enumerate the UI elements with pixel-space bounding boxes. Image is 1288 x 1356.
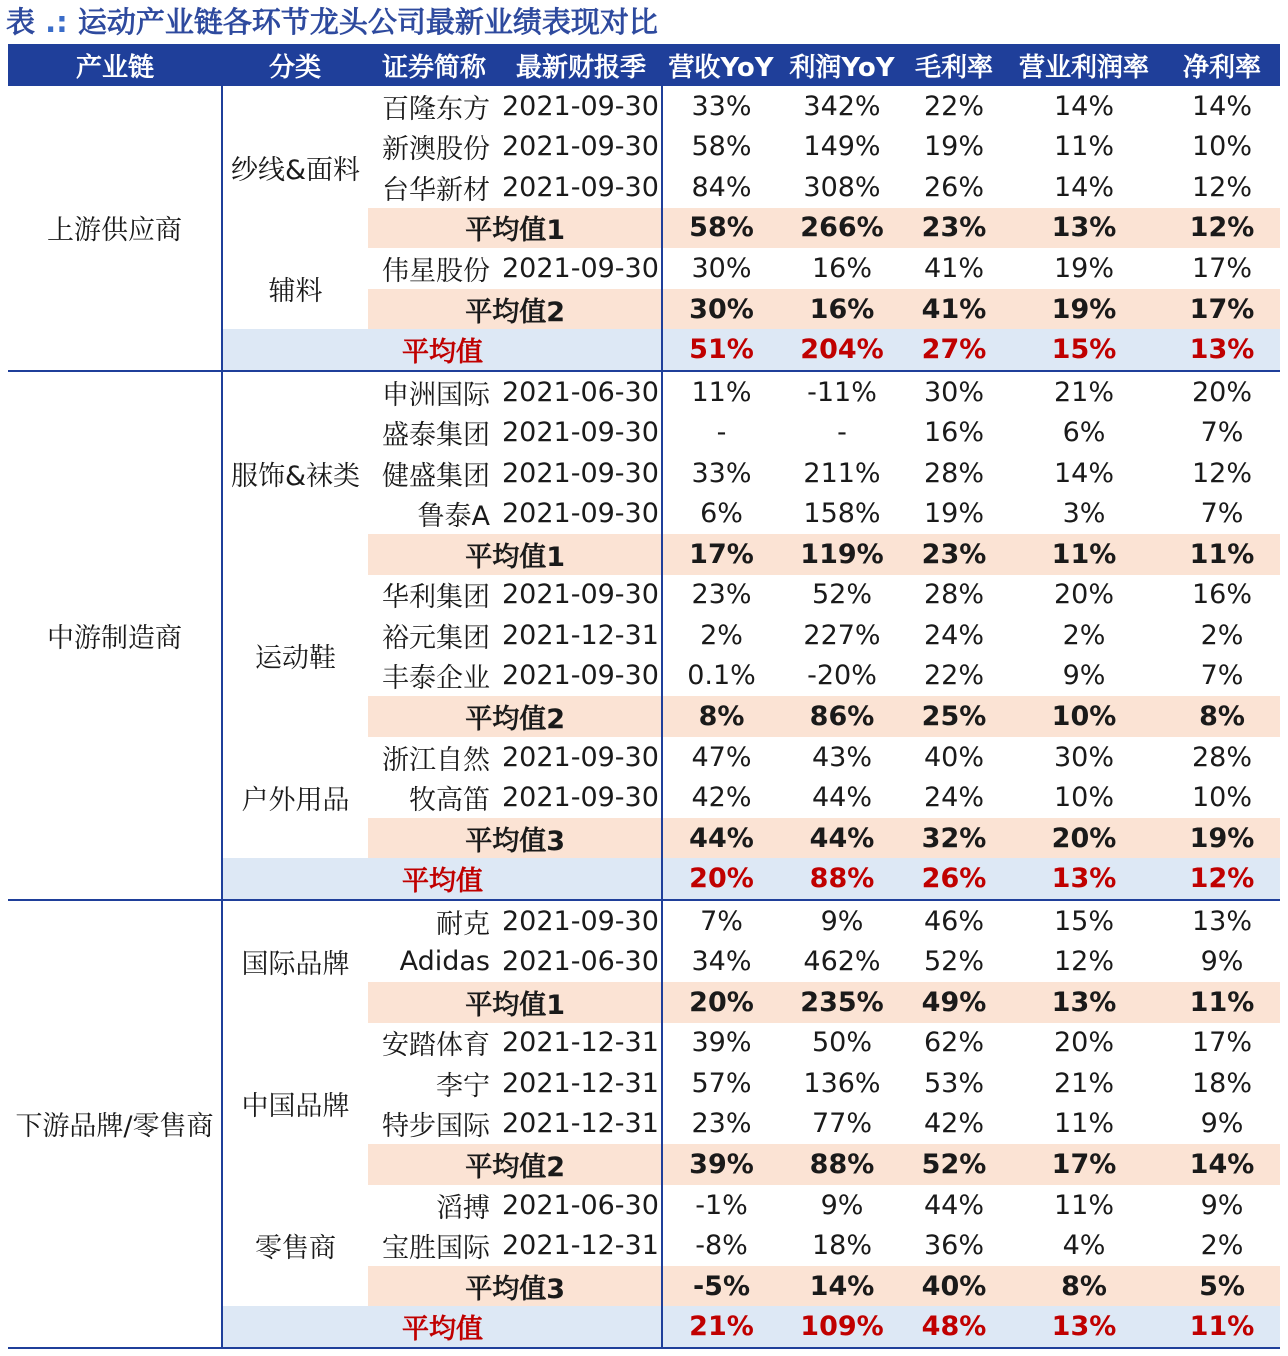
profit-yoy: 16%	[811, 252, 872, 284]
subtotal-operating-margin: 17%	[1004, 1144, 1164, 1185]
gross-margin: 22%	[923, 660, 984, 692]
operating-margin: 11%	[1053, 131, 1114, 163]
subtotal-profit-yoy: 235%	[780, 982, 904, 1023]
net-margin: 14%	[1191, 90, 1252, 122]
operating-margin: 19%	[1053, 252, 1114, 284]
revenue-yoy: 0.1%	[687, 660, 756, 692]
gross-margin: 41%	[923, 252, 984, 284]
group-total-revenue-yoy: 51%	[662, 329, 780, 371]
header-row	[8, 44, 1280, 86]
category-cell: 服饰&袜类	[230, 460, 361, 492]
group-total-net-margin: 12%	[1164, 858, 1280, 900]
header-operating-margin: 营业利润率	[1004, 44, 1164, 86]
revenue-yoy: 33%	[691, 90, 752, 122]
net-margin: 9%	[1200, 1108, 1244, 1140]
profit-yoy: 158%	[803, 498, 881, 530]
gross-margin: 24%	[923, 782, 984, 814]
operating-margin: 6%	[1062, 417, 1106, 449]
subtotal-gross-margin: 23%	[904, 208, 1004, 249]
net-margin: 9%	[1200, 946, 1244, 978]
category-cell: 辅料	[268, 276, 323, 308]
group-total-label: 平均值	[222, 329, 662, 371]
category-cell: 纱线&面料	[230, 154, 361, 186]
report-date: 2021-09-30	[500, 127, 662, 168]
profit-yoy: 9%	[820, 1189, 864, 1221]
header-revenue-yoy: 营收YoY	[662, 44, 780, 86]
report-date: 2021-06-30	[500, 1185, 662, 1226]
subtotal-gross-margin: 49%	[904, 982, 1004, 1023]
group-total-gross-margin: 48%	[904, 1306, 1004, 1348]
revenue-yoy: 47%	[691, 741, 752, 773]
revenue-yoy: 58%	[691, 131, 752, 163]
category-cell: 运动鞋	[255, 643, 336, 675]
header-name: 证券简称	[368, 44, 500, 86]
group-total-label: 平均值	[222, 858, 662, 900]
operating-margin: 15%	[1053, 905, 1114, 937]
profit-yoy: 211%	[803, 457, 881, 489]
net-margin: 7%	[1200, 417, 1244, 449]
group-total-net-margin: 11%	[1164, 1306, 1280, 1348]
gross-margin: 62%	[923, 1027, 984, 1059]
profit-yoy: -20%	[807, 660, 877, 692]
operating-margin: 10%	[1053, 782, 1114, 814]
company-name: 健盛集团	[382, 460, 490, 492]
profit-yoy: 9%	[820, 905, 864, 937]
operating-margin: 9%	[1062, 660, 1106, 692]
operating-margin: 20%	[1053, 579, 1114, 611]
net-margin: 10%	[1191, 131, 1252, 163]
gross-margin: 28%	[923, 579, 984, 611]
operating-margin: 11%	[1053, 1189, 1114, 1221]
operating-margin: 11%	[1053, 1108, 1114, 1140]
operating-margin: 14%	[1053, 90, 1114, 122]
gross-margin: 26%	[923, 171, 984, 203]
header-category: 分类	[222, 44, 368, 86]
subtotal-net-margin: 11%	[1164, 982, 1280, 1023]
revenue-yoy: -1%	[695, 1189, 748, 1221]
gross-margin: 28%	[923, 457, 984, 489]
performance-table	[8, 44, 1280, 1349]
operating-margin: 20%	[1053, 1027, 1114, 1059]
subtotal-revenue-yoy: 39%	[662, 1144, 780, 1185]
gross-margin: 16%	[923, 417, 984, 449]
operating-margin: 14%	[1053, 457, 1114, 489]
subtotal-gross-margin: 25%	[904, 696, 1004, 737]
company-name: 华利集团	[382, 582, 490, 614]
subtotal-label: 平均值1	[368, 208, 662, 249]
subtotal-label: 平均值2	[368, 1144, 662, 1185]
subtotal-gross-margin: 23%	[904, 534, 1004, 575]
operating-margin: 12%	[1053, 946, 1114, 978]
subtotal-operating-margin: 8%	[1004, 1266, 1164, 1307]
group-total-profit-yoy: 88%	[780, 858, 904, 900]
net-margin: 7%	[1200, 660, 1244, 692]
operating-margin: 14%	[1053, 171, 1114, 203]
revenue-yoy: -	[716, 417, 727, 449]
company-name: 新澳股份	[382, 134, 490, 166]
subtotal-revenue-yoy: 44%	[662, 818, 780, 859]
group-total-profit-yoy: 109%	[780, 1306, 904, 1348]
net-margin: 2%	[1200, 1230, 1244, 1262]
header-profit-yoy: 利润YoY	[780, 44, 904, 86]
group-total-operating-margin: 13%	[1004, 1306, 1164, 1348]
operating-margin: 21%	[1053, 1067, 1114, 1099]
net-margin: 28%	[1191, 741, 1252, 773]
subtotal-profit-yoy: 266%	[780, 208, 904, 249]
company-name: 盛泰集团	[382, 420, 490, 452]
revenue-yoy: 30%	[691, 252, 752, 284]
category-cell: 户外用品	[241, 785, 350, 817]
group-total-revenue-yoy: 21%	[662, 1306, 780, 1348]
subtotal-label: 平均值2	[368, 696, 662, 737]
profit-yoy: 52%	[811, 579, 872, 611]
group-total-gross-margin: 26%	[904, 858, 1004, 900]
company-name: 丰泰企业	[382, 663, 490, 695]
gross-margin: 24%	[923, 619, 984, 651]
gross-margin: 44%	[923, 1189, 984, 1221]
company-name: 伟星股份	[382, 255, 490, 287]
company-name: 滔搏	[436, 1192, 490, 1224]
revenue-yoy: 33%	[691, 457, 752, 489]
operating-margin: 30%	[1053, 741, 1114, 773]
group-total-label: 平均值	[222, 1306, 662, 1348]
subtotal-profit-yoy: 16%	[780, 289, 904, 330]
operating-margin: 2%	[1062, 619, 1106, 651]
subtotal-gross-margin: 41%	[904, 289, 1004, 330]
subtotal-label: 平均值1	[368, 982, 662, 1023]
subtotal-operating-margin: 13%	[1004, 982, 1164, 1023]
header-chain: 产业链	[8, 44, 222, 86]
category-cell: 零售商	[255, 1233, 336, 1265]
gross-margin: 36%	[923, 1230, 984, 1262]
chain-cell: 下游品牌/零售商	[8, 900, 222, 1348]
company-name: 百隆东方	[382, 93, 490, 125]
report-date: 2021-09-30	[500, 86, 662, 127]
revenue-yoy: 84%	[691, 171, 752, 203]
profit-yoy: 43%	[811, 741, 872, 773]
category-cell: 国际品牌	[241, 949, 350, 981]
group-total-gross-margin: 27%	[904, 329, 1004, 371]
gross-margin: 19%	[923, 498, 984, 530]
subtotal-label: 平均值3	[368, 818, 662, 859]
profit-yoy: 462%	[803, 946, 881, 978]
net-margin: 20%	[1191, 376, 1252, 408]
revenue-yoy: 23%	[691, 579, 752, 611]
net-margin: 16%	[1191, 579, 1252, 611]
subtotal-profit-yoy: 119%	[780, 534, 904, 575]
company-name: 台华新材	[382, 174, 490, 206]
report-date: 2021-12-31	[500, 615, 662, 656]
company-name: 李宁	[436, 1070, 490, 1102]
subtotal-gross-margin: 52%	[904, 1144, 1004, 1185]
header-gross-margin: 毛利率	[904, 44, 1004, 86]
subtotal-gross-margin: 32%	[904, 818, 1004, 859]
revenue-yoy: 39%	[691, 1027, 752, 1059]
report-date: 2021-09-30	[500, 656, 662, 697]
company-name: 安踏体育	[382, 1030, 490, 1062]
net-margin: 2%	[1200, 619, 1244, 651]
table-title: 表 .: 运动产业链各环节龙头公司最新业绩表现对比	[6, 5, 658, 39]
header-net-margin: 净利率	[1164, 44, 1280, 86]
net-margin: 18%	[1191, 1067, 1252, 1099]
subtotal-label: 平均值2	[368, 289, 662, 330]
gross-margin: 53%	[923, 1067, 984, 1099]
revenue-yoy: 11%	[691, 376, 752, 408]
chain-cell: 上游供应商	[8, 86, 222, 371]
report-date: 2021-06-30	[500, 371, 662, 413]
report-date: 2021-09-30	[500, 453, 662, 494]
report-date: 2021-12-31	[500, 1063, 662, 1104]
profit-yoy: 50%	[811, 1027, 872, 1059]
table-row	[8, 371, 1280, 413]
gross-margin: 42%	[923, 1108, 984, 1140]
profit-yoy: 149%	[803, 131, 881, 163]
company-name: 牧高笛	[409, 785, 490, 817]
subtotal-revenue-yoy: 58%	[662, 208, 780, 249]
profit-yoy: 18%	[811, 1230, 872, 1262]
gross-margin: 40%	[923, 741, 984, 773]
gross-margin: 30%	[923, 376, 984, 408]
company-name: 鲁泰A	[417, 501, 490, 533]
revenue-yoy: 23%	[691, 1108, 752, 1140]
subtotal-profit-yoy: 44%	[780, 818, 904, 859]
company-name: 申洲国际	[382, 379, 490, 411]
group-total-net-margin: 13%	[1164, 329, 1280, 371]
subtotal-net-margin: 8%	[1164, 696, 1280, 737]
profit-yoy: 77%	[811, 1108, 872, 1140]
group-total-operating-margin: 13%	[1004, 858, 1164, 900]
revenue-yoy: 34%	[691, 946, 752, 978]
profit-yoy: 136%	[803, 1067, 881, 1099]
profit-yoy: 227%	[803, 619, 881, 651]
report-date: 2021-12-31	[500, 1023, 662, 1064]
report-date: 2021-09-30	[500, 900, 662, 942]
report-date: 2021-12-31	[500, 1104, 662, 1145]
gross-margin: 19%	[923, 131, 984, 163]
subtotal-net-margin: 11%	[1164, 534, 1280, 575]
subtotal-revenue-yoy: 17%	[662, 534, 780, 575]
report-date: 2021-09-30	[500, 248, 662, 289]
subtotal-net-margin: 17%	[1164, 289, 1280, 330]
net-margin: 12%	[1191, 457, 1252, 489]
subtotal-operating-margin: 20%	[1004, 818, 1164, 859]
report-date: 2021-06-30	[500, 941, 662, 982]
net-margin: 12%	[1191, 171, 1252, 203]
subtotal-revenue-yoy: 8%	[662, 696, 780, 737]
subtotal-operating-margin: 13%	[1004, 208, 1164, 249]
gross-margin: 22%	[923, 90, 984, 122]
subtotal-label: 平均值1	[368, 534, 662, 575]
group-total-revenue-yoy: 20%	[662, 858, 780, 900]
profit-yoy: -	[837, 417, 847, 449]
subtotal-net-margin: 19%	[1164, 818, 1280, 859]
revenue-yoy: -8%	[695, 1230, 748, 1262]
group-total-operating-margin: 15%	[1004, 329, 1164, 371]
revenue-yoy: 42%	[691, 782, 752, 814]
company-name: 特步国际	[382, 1111, 490, 1143]
operating-margin: 21%	[1053, 376, 1114, 408]
subtotal-revenue-yoy: 30%	[662, 289, 780, 330]
gross-margin: 52%	[923, 946, 984, 978]
report-date: 2021-09-30	[500, 493, 662, 534]
subtotal-net-margin: 12%	[1164, 208, 1280, 249]
report-date: 2021-09-30	[500, 575, 662, 616]
report-date: 2021-09-30	[500, 777, 662, 818]
profit-yoy: 342%	[803, 90, 881, 122]
report-date: 2021-12-31	[500, 1225, 662, 1266]
operating-margin: 3%	[1062, 498, 1106, 530]
report-date: 2021-09-30	[500, 737, 662, 778]
subtotal-profit-yoy: 86%	[780, 696, 904, 737]
net-margin: 17%	[1191, 1027, 1252, 1059]
report-date: 2021-09-30	[500, 167, 662, 208]
subtotal-operating-margin: 10%	[1004, 696, 1164, 737]
group-total-profit-yoy: 204%	[780, 329, 904, 371]
profit-yoy: 44%	[811, 782, 872, 814]
subtotal-net-margin: 5%	[1164, 1266, 1280, 1307]
subtotal-operating-margin: 19%	[1004, 289, 1164, 330]
category-cell: 中国品牌	[241, 1091, 350, 1123]
subtotal-net-margin: 14%	[1164, 1144, 1280, 1185]
subtotal-label: 平均值3	[368, 1266, 662, 1307]
subtotal-operating-margin: 11%	[1004, 534, 1164, 575]
gross-margin: 46%	[923, 905, 984, 937]
company-name: 裕元集团	[382, 622, 490, 654]
profit-yoy: 308%	[803, 171, 881, 203]
subtotal-profit-yoy: 88%	[780, 1144, 904, 1185]
company-name: 耐克	[436, 908, 490, 940]
net-margin: 9%	[1200, 1189, 1244, 1221]
header-report-date: 最新财报季	[500, 44, 662, 86]
report-date: 2021-09-30	[500, 412, 662, 453]
revenue-yoy: 7%	[700, 905, 743, 937]
subtotal-profit-yoy: 14%	[780, 1266, 904, 1307]
revenue-yoy: 6%	[700, 498, 743, 530]
net-margin: 10%	[1191, 782, 1252, 814]
company-name: 宝胜国际	[382, 1233, 490, 1265]
table-row	[8, 86, 1280, 127]
revenue-yoy: 57%	[691, 1067, 752, 1099]
profit-yoy: -11%	[807, 376, 877, 408]
net-margin: 17%	[1191, 252, 1252, 284]
chain-cell: 中游制造商	[8, 371, 222, 900]
operating-margin: 4%	[1062, 1230, 1106, 1262]
net-margin: 13%	[1191, 905, 1252, 937]
subtotal-revenue-yoy: -5%	[662, 1266, 780, 1307]
net-margin: 7%	[1200, 498, 1244, 530]
revenue-yoy: 2%	[700, 619, 743, 651]
company-name: Adidas	[399, 946, 490, 978]
table-row	[8, 900, 1280, 942]
subtotal-gross-margin: 40%	[904, 1266, 1004, 1307]
subtotal-revenue-yoy: 20%	[662, 982, 780, 1023]
company-name: 浙江自然	[382, 744, 490, 776]
